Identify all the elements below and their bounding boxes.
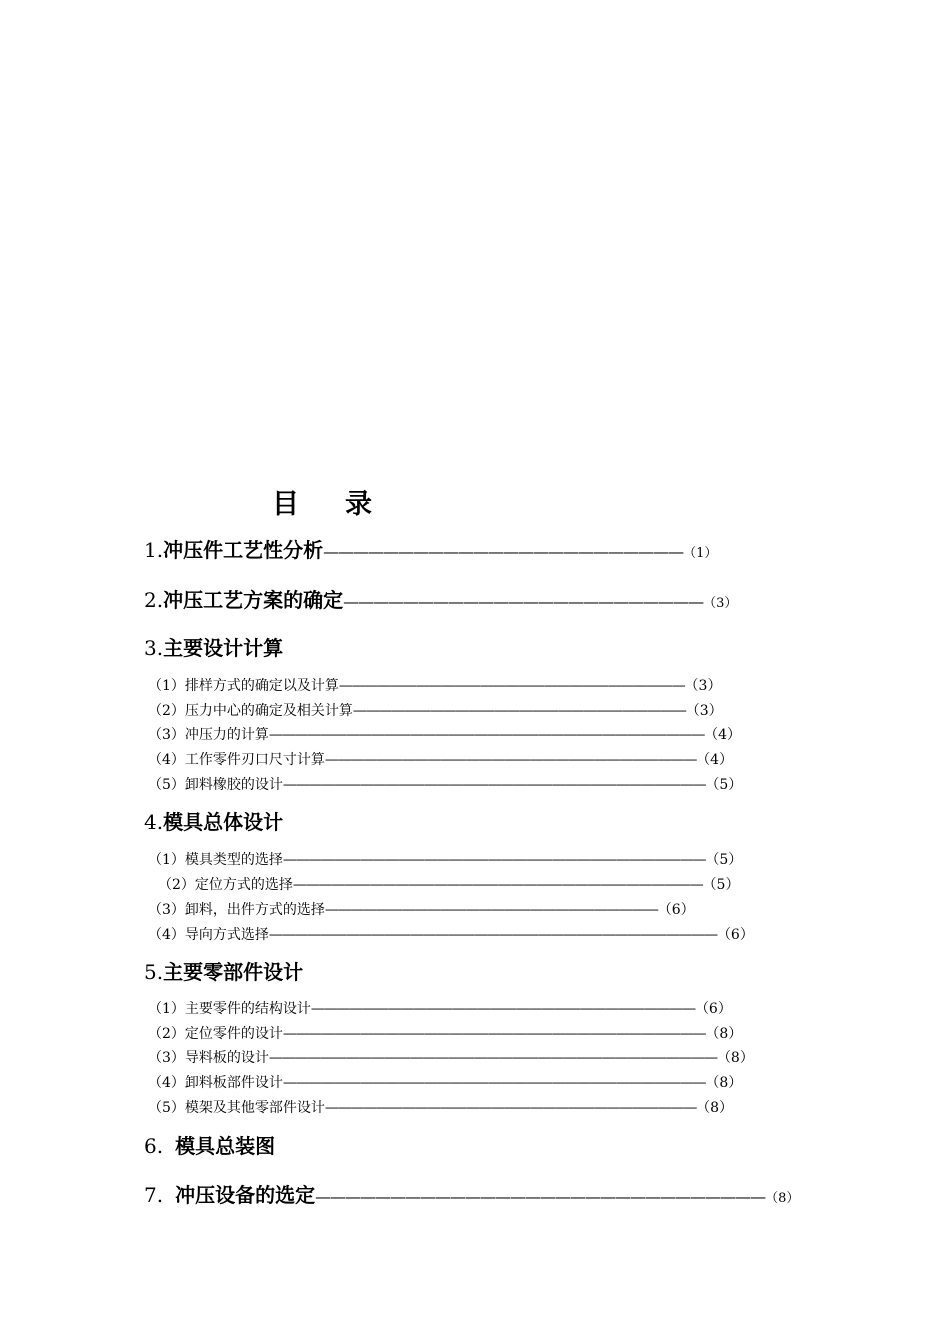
toc-title-left: 目 <box>272 489 299 520</box>
toc-entry-number: 5. <box>144 960 164 984</box>
toc-leader: ————————————————————————————————— <box>282 1075 706 1091</box>
toc-page-number: （8） <box>716 1050 754 1066</box>
toc-subentry-5-4 <box>148 1072 798 1094</box>
toc-leader: —————————————————————————— <box>324 902 658 918</box>
toc-leader: ——————————————————————————————————— <box>268 1050 717 1066</box>
toc-subentry-label: （4）导向方式选择 <box>148 927 269 943</box>
toc-page-number: （8） <box>765 1191 800 1206</box>
toc-entry-6 <box>144 1132 764 1160</box>
toc-leader: —————————————————————————————————— <box>268 727 705 743</box>
toc-page-number: （6） <box>716 927 754 943</box>
toc-entry-2 <box>144 586 764 614</box>
toc-subentry-3-1 <box>148 675 788 697</box>
toc-entry-label: 模具总体设计 <box>163 810 284 834</box>
toc-leader: ————————————————————————————————— <box>282 777 706 793</box>
toc-entry-label: 冲压设备的选定 <box>175 1183 316 1207</box>
toc-subentry-label: （4）卸料板部件设计 <box>148 1075 283 1091</box>
toc-subentry-label: （4）工作零件刃口尺寸计算 <box>148 752 325 768</box>
toc-leader: —————————————————————————————— <box>310 1001 695 1017</box>
toc-page-number: （4） <box>704 727 742 743</box>
toc-subentry-label: （2）定位方式的选择 <box>158 877 293 893</box>
toc-title-right: 录 <box>345 489 372 520</box>
toc-entry-label: 主要设计计算 <box>163 636 284 660</box>
toc-subentry-label: （1）模具类型的选择 <box>148 852 283 868</box>
toc-subentry-4-2 <box>158 874 778 896</box>
toc-leader: ————————————————————————————————— <box>282 852 706 868</box>
toc-subentry-5-2 <box>148 1023 798 1045</box>
toc-subentry-label: （1）主要零件的结构设计 <box>148 1001 311 1017</box>
toc-leader: —————————————————————————————— <box>315 1187 766 1206</box>
toc-leader: ———————————————————————————————— <box>292 877 703 893</box>
toc-page-number: （1） <box>683 546 718 561</box>
toc-subentry-label: （2）定位零件的设计 <box>148 1026 283 1042</box>
toc-leader: ————————————————————————————— <box>324 752 697 768</box>
toc-entry-label: 主要零部件设计 <box>163 960 304 984</box>
toc-entry-number: 2. <box>144 588 164 612</box>
toc-subentry-label: （5）卸料橡胶的设计 <box>148 777 283 793</box>
toc-page-number: （8） <box>705 1026 743 1042</box>
toc-subentry-3-3 <box>148 724 788 746</box>
toc-page-number: （8） <box>696 1100 734 1116</box>
toc-page-number: （3） <box>684 678 722 694</box>
toc-leader: ———————————————————————— <box>323 542 684 561</box>
toc-page-number: （5） <box>705 852 743 868</box>
toc-entry-label: 冲压工艺方案的确定 <box>163 588 344 612</box>
toc-subentry-label: （5）模架及其他零部件设计 <box>148 1100 325 1116</box>
toc-subentry-4-4 <box>148 924 788 946</box>
toc-subentry-5-1 <box>148 998 788 1020</box>
toc-page-number: （5） <box>705 777 743 793</box>
toc-leader: —————————————————————————— <box>352 703 686 719</box>
toc-page-number: （3） <box>703 596 738 611</box>
toc-entry-number: 7. <box>144 1183 164 1207</box>
toc-subentry-4-1 <box>148 849 788 871</box>
toc-subentry-3-2 <box>148 700 788 722</box>
toc-leader: ————————————————————————————————— <box>282 1026 706 1042</box>
toc-subentry-label: （2）压力中心的确定及相关计算 <box>148 703 353 719</box>
toc-leader: ————————————————————————————— <box>324 1100 697 1116</box>
toc-entry-number: 3. <box>144 636 164 660</box>
toc-subentry-3-4 <box>148 749 788 771</box>
toc-subentry-3-5 <box>148 774 798 796</box>
toc-page-number: （5） <box>702 877 740 893</box>
toc-subentry-label: （3）冲压力的计算 <box>148 727 269 743</box>
toc-page-number: （3） <box>685 703 723 719</box>
toc-entry-label: 模具总装图 <box>175 1134 276 1158</box>
toc-entry-3 <box>144 634 764 662</box>
toc-subentry-label: （3）卸料，出件方式的选择 <box>148 902 325 918</box>
toc-title <box>272 482 372 521</box>
toc-entry-label: 冲压件工艺性分析 <box>163 538 324 562</box>
toc-subentry-5-3 <box>148 1047 798 1069</box>
toc-entry-5 <box>144 958 764 986</box>
toc-leader: ———————————————————————— <box>343 592 704 611</box>
toc-leader: ——————————————————————————— <box>338 678 685 694</box>
toc-subentry-4-3 <box>148 899 788 921</box>
toc-page-number: （6） <box>694 1001 732 1017</box>
toc-subentry-label: （1）排样方式的确定以及计算 <box>148 678 339 694</box>
toc-entry-number: 6. <box>144 1134 164 1158</box>
toc-page-number: （6） <box>657 902 695 918</box>
toc-leader: ——————————————————————————————————— <box>268 927 717 943</box>
toc-subentry-label: （3）导料板的设计 <box>148 1050 269 1066</box>
toc-subentry-5-5 <box>148 1097 788 1119</box>
toc-entry-number: 1. <box>144 538 164 562</box>
toc-page-number: （4） <box>696 752 734 768</box>
toc-entry-number: 4. <box>144 810 164 834</box>
toc-entry-4 <box>144 808 764 836</box>
toc-entry-1 <box>144 536 764 564</box>
toc-page-number: （8） <box>705 1075 743 1091</box>
toc-entry-7 <box>144 1181 804 1209</box>
